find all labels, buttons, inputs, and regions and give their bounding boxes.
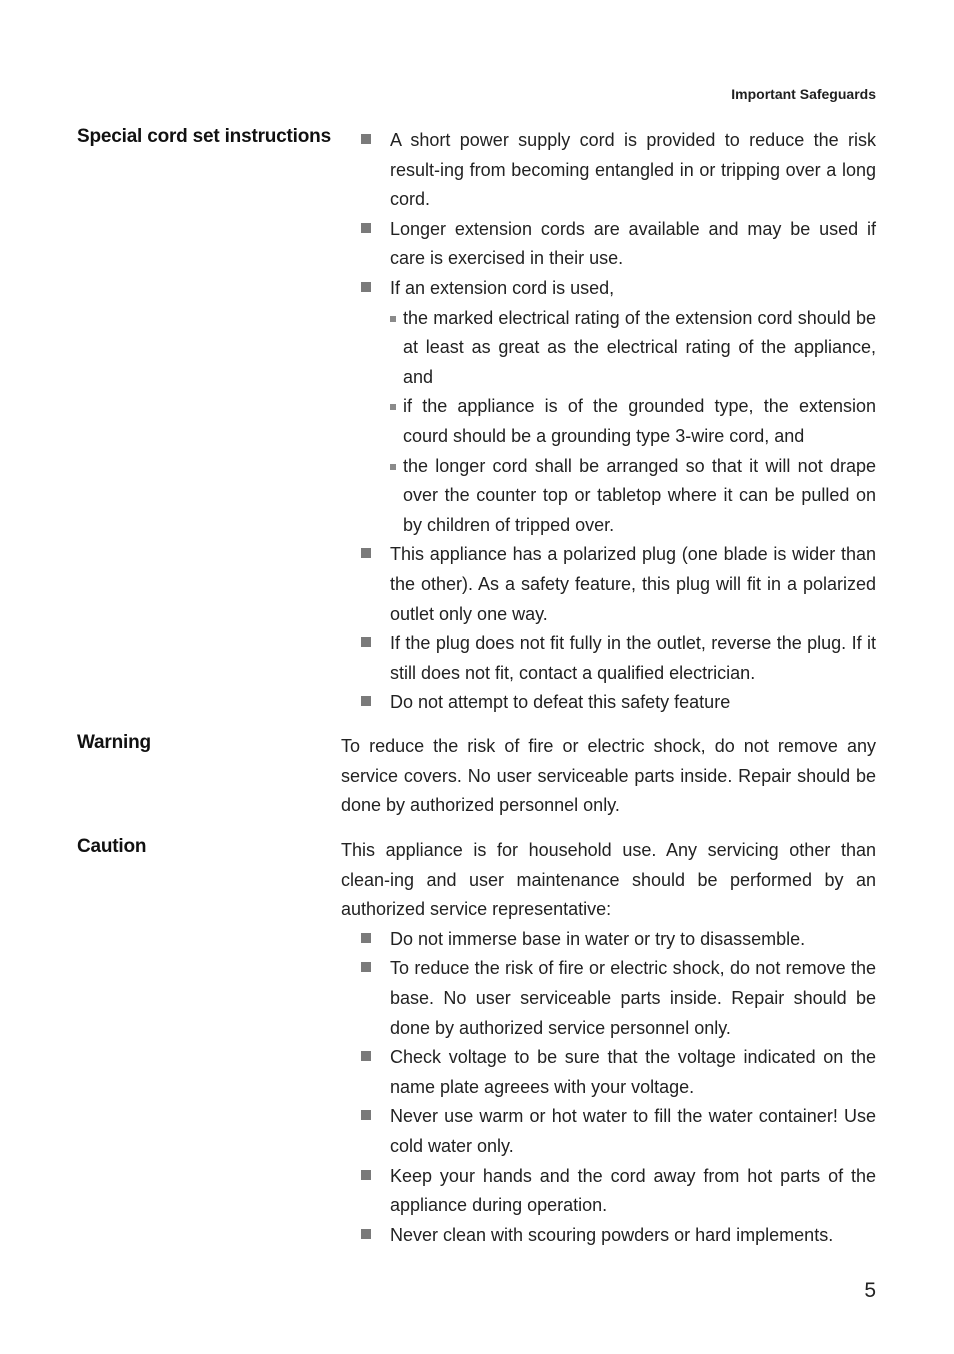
sub-list-item: if the appliance is of the grounded type, the extension courd should be a grounding type 3-wire cord, and [341,392,876,451]
section-label-special-cord: Special cord set instructions [77,126,331,147]
page-number: 5 [864,1279,876,1302]
square-bullet-icon [361,1170,371,1180]
list-item: Never use warm or hot water to fill the water container! Use cold water only. [341,1102,876,1161]
warning-text: To reduce the risk of fire or electric shock, do not remove any service covers. No user serviceable parts inside. Repair should be done by authorized personnel only. [341,736,876,816]
square-bullet-icon [361,1110,371,1120]
list-item: Never clean with scouring powders or hard implements. [341,1221,876,1251]
square-bullet-icon [361,282,371,292]
small-square-bullet-icon [390,316,396,322]
sub-list-container [341,304,876,541]
sub-bullet-list [341,304,876,541]
list-item: This appliance has a polarized plug (one blade is wider than the other). As a safety feature, this plug will fit in a polarized outlet only one way. [341,540,876,629]
list-item: Check voltage to be sure that the voltage indicated on the name plate agreees with your voltage. [341,1043,876,1102]
bullet-list-caution [341,925,876,1251]
square-bullet-icon [361,134,371,144]
list-item: If the plug does not fit fully in the outlet, reverse the plug. If it still does not fit, contact a qualified electrician. [341,629,876,688]
square-bullet-icon [361,933,371,943]
list-item: To reduce the risk of fire or electric shock, do not remove the base. No user serviceable parts inside. Repair should be done by authorized service personnel only. [341,954,876,1043]
list-item: If an extension cord is used, [341,274,876,304]
square-bullet-icon [361,548,371,558]
square-bullet-icon [361,962,371,972]
section-label-caution: Caution [77,836,147,857]
square-bullet-icon [361,223,371,233]
caution-text: This appliance is for household use. Any servicing other than clean-ing and user maintenance should be performed by an authorized service representative: [341,840,876,920]
square-bullet-icon [361,1051,371,1061]
section-content-caution [341,836,876,1250]
small-square-bullet-icon [390,404,396,410]
square-bullet-icon [361,637,371,647]
list-item: A short power supply cord is provided to reduce the risk result-ing from becoming entangled in or tripping over a long cord. [341,126,876,215]
square-bullet-icon [361,696,371,706]
sub-list-item: the longer cord shall be arranged so that it will not drape over the counter top or tabletop where it can be pulled on by children of tripped over. [341,452,876,541]
small-square-bullet-icon [390,464,396,470]
section-label-warning: Warning [77,732,151,753]
section-content-special-cord [341,126,876,718]
square-bullet-icon [361,1229,371,1239]
list-item: Do not attempt to defeat this safety feature [341,688,876,718]
bullet-list-special-cord [341,126,876,718]
list-item: Keep your hands and the cord away from hot parts of the appliance during operation. [341,1162,876,1221]
list-item: Do not immerse base in water or try to disassemble. [341,925,876,955]
sub-list-item: the marked electrical rating of the extension cord should be at least as great as the electrical rating of the appliance, and [341,304,876,393]
list-item: Longer extension cords are available and may be used if care is exercised in their use. [341,215,876,274]
section-content-warning [341,732,876,821]
running-header: Important Safeguards [731,86,876,102]
